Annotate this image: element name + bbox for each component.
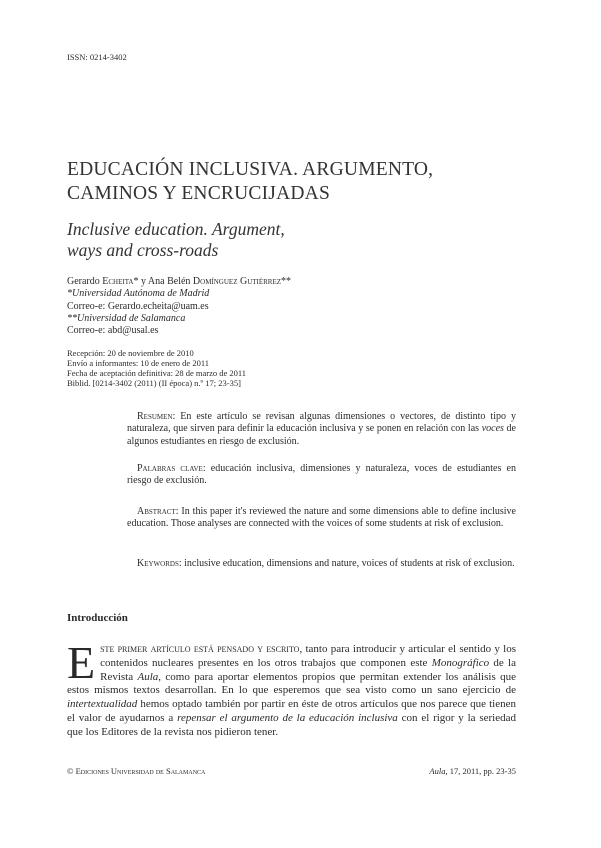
keywords-text: : inclusive education, dimensions and nature, voices of students at risk of exclusion.	[178, 558, 515, 569]
affiliation-1: *Universidad Autónoma de Madrid	[67, 288, 210, 300]
intro-text: de la Revista	[100, 656, 516, 683]
footer-publisher	[67, 766, 205, 776]
sent-date: Envío a informantes: 10 de enero de 2011	[67, 358, 210, 368]
palabras-clave-text: : educación inclusiva, dimensiones y naturaleza, voces de estudiantes en riesgo de exclusión.	[127, 463, 516, 487]
keywords-paragraph	[127, 558, 516, 570]
resumen-text: : En este artículo se revisan algunas dimensiones o vectores, de distinto tipo y naturaleza, que sirven para definir la educación inclusiva y se ponen en relación con las	[127, 411, 516, 435]
copyright-symbol: ©	[67, 766, 76, 776]
intro-italic: repensar el argumento de la educación inclusiva	[177, 711, 398, 724]
drop-cap: E	[67, 637, 96, 688]
reception-date: Recepción: 20 de noviembre de 2010	[67, 348, 194, 358]
abstract-label: Abstract	[137, 506, 176, 517]
resumen-paragraph	[127, 411, 516, 448]
keywords-label: Keywords	[137, 558, 179, 569]
biblid: Biblid. [0214-3402 (2011) (II época) n.º 17; 23-35]	[67, 378, 241, 388]
intro-italic: intertextualidad	[67, 698, 138, 711]
author-joiner: * y Ana Belén	[133, 276, 193, 287]
issn-header: ISSN: 0214-3402	[67, 52, 127, 62]
title-english-line: ways and cross-roads	[67, 240, 219, 260]
title-english-line: Inclusive education. Argument,	[67, 219, 285, 239]
intro-text: con el rigor y la seriedad que los Editores de la revista nos pidieron tener.	[67, 711, 517, 738]
affiliation-2: **Universidad de Salamanca	[67, 312, 186, 324]
intro-heading: Introducción	[67, 612, 128, 624]
intro-paragraph	[67, 637, 517, 740]
palabras-clave-label: Palabras clave	[137, 463, 203, 474]
resumen-text-end: de algunos estudiantes en riesgo de exclusión.	[127, 423, 516, 447]
author-second-surname: Domínguez Gutiérrez	[192, 276, 282, 287]
palabras-clave-paragraph	[127, 463, 516, 488]
resumen-label: Resumen	[137, 411, 173, 422]
intro-italic: Aula	[137, 670, 159, 683]
title-spanish-line: EDUCACIÓN INCLUSIVA. ARGUMENTO,	[67, 159, 434, 180]
author-second-mark: **	[281, 276, 292, 287]
intro-italic: Monográfico	[431, 656, 490, 669]
email-1[interactable]: Correo-e: Gerardo.echeita@uam.es	[67, 300, 209, 312]
resumen-italic: voces	[481, 423, 504, 435]
intro-text: hemos optado también por partir en éste de otros artículos que nos parece que tienen el valor de ayudarnos a	[67, 698, 516, 724]
intro-text: , tanto para introducir y articular el sentido y los contenidos nucleares presentes en los otros trabajos que componen este	[100, 643, 516, 669]
title-spanish-line: CAMINOS Y ENCRUCIJADAS	[67, 183, 330, 204]
email-2[interactable]: Correo-e: abd@usal.es	[67, 325, 159, 337]
intro-text: , como para aportar elementos propios que permitan extender los análisis que estos mismos textos desarrollan. En lo que esperemos que sea visto como un sano ejercicio de	[67, 670, 516, 697]
footer-citation	[380, 766, 516, 776]
abstract-paragraph	[127, 506, 516, 531]
authors-block	[67, 276, 537, 337]
journal-pages: , 17, 2011, pp. 23-35	[445, 766, 516, 776]
publisher-name: Ediciones Universidad de Salamanca	[75, 766, 206, 776]
author-first-surname: Echeita	[102, 276, 134, 287]
author-first-given: Gerardo	[67, 276, 103, 287]
article-title-spanish	[67, 158, 537, 206]
journal-name: Aula	[429, 766, 446, 776]
accepted-date: Fecha de aceptación definitiva: 28 de marzo de 2011	[67, 368, 247, 378]
abstract-text: : In this paper it's reviewed the nature and some dimensions able to define inclusive education. Those analyses are connected with the voices of some students at risk of exclusion.	[127, 506, 516, 530]
article-title-english	[67, 219, 537, 261]
intro-smallcaps-lead: ste primer artículo está pensado y escrito	[100, 643, 300, 655]
author-names	[67, 276, 537, 288]
received-dates	[67, 348, 537, 388]
